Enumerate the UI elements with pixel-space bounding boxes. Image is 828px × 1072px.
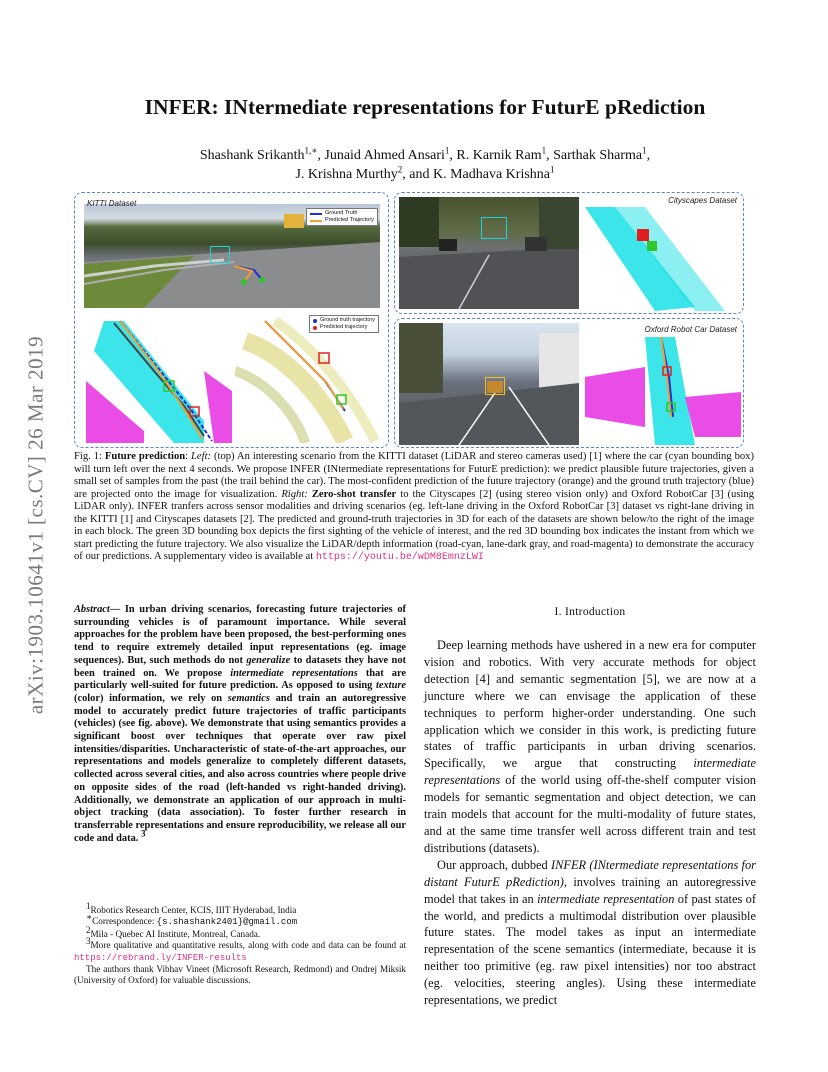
author-affiliation: 1	[642, 145, 647, 156]
intro-text: Our approach, dubbed	[437, 857, 552, 872]
footnote-text: Robotics Research Center, KCIS, IIIT Hyderabad, India	[90, 905, 297, 915]
abstract-text: that are particularly well-suited for future prediction. As opposed to using	[74, 667, 406, 692]
author-list	[70, 146, 780, 184]
author-separator: ,	[317, 148, 325, 163]
oxford-target-bounding-box	[485, 377, 505, 395]
arxiv-identifier	[16, 265, 56, 785]
footnote-acknowledgements: The authors thank Vibhav Vineet (Microsoft Research, Redmond) and Ondrej Miksik (University of Oxford) for valuable discussions.	[74, 964, 406, 986]
author-name: K. Madhava Krishna	[432, 167, 551, 182]
cityscapes-scene-drawing	[399, 197, 579, 309]
intro-paragraph-1	[424, 637, 756, 857]
author-affiliation: 2	[397, 164, 403, 175]
abstract-text: (color) information, we rely on	[74, 692, 228, 704]
footnote-results	[74, 936, 406, 964]
footnote-correspondence	[74, 912, 406, 928]
oxford-bev-view	[585, 337, 741, 445]
cityscapes-bev-drawing	[585, 207, 741, 311]
oxford-panel	[394, 318, 744, 448]
author-affiliation: 1,∗	[304, 145, 318, 156]
footnote-text: More qualitative and quantitative results, along with code and data can be found at	[90, 940, 406, 951]
cityscapes-target-bounding-box	[481, 217, 507, 239]
legend-label: Ground truth trajectory	[320, 317, 376, 323]
cityscapes-bev-view	[585, 207, 741, 311]
legend-label: Predicted Trajectory	[325, 217, 374, 223]
author-name: Sarthak Sharma	[553, 148, 643, 163]
oxford-panel-label: Oxford Robot Car Dataset	[644, 325, 737, 334]
caption-bold-zero-shot: Zero-shot transfer	[307, 488, 397, 500]
abstract-emphasis: generalize	[246, 654, 291, 666]
intro-emphasis: INFER (INtermediate representations for distant FuturE pRediction)	[424, 857, 757, 889]
kitti-panel-label: KITTI Dataset	[87, 199, 137, 208]
footnote-mark: ∗	[86, 912, 93, 923]
paper-title: INFER: INtermediate representations for FuturE pRediction	[144, 95, 706, 119]
caption-bold-title: Future prediction	[104, 451, 186, 462]
intro-emphasis: intermediate representation	[537, 891, 675, 906]
kitti-pointcloud-view	[235, 311, 383, 443]
legend-row-ground-truth	[310, 210, 374, 217]
kitti-panel	[74, 192, 389, 448]
footnote-affiliation-2	[74, 924, 406, 940]
caption-text: (top) An interesting scenario from the KITTI dataset (LiDAR and stereo cameras used) [1] where the car (cyan bounding box) will turn left over the next 4 seconds. We propose INFER (INtermediate representations for FuturE prediction): we predict plausible future trajectories, given a small set of samples from the past (the trail behind the car). The most-confident prediction of the future trajectory (orange) and the ground truth trajectory (blue) are projected onto the image for visualization.	[74, 451, 754, 500]
author-name: R. Karnik Ram	[456, 148, 542, 163]
abstract-emphasis: intermediate representations	[230, 667, 358, 679]
kitti-target-bounding-box	[210, 246, 230, 263]
author-separator: , and	[402, 167, 433, 182]
kitti-bev-legend	[309, 315, 379, 333]
caption-text: to the Cityscapes [2] (using stereo vision only) and Oxford RobotCar [3] (using LiDAR only). INFER tranfers across sensor modalities and driving scenarios (eg. left-lane driving in the Oxford RobotCar [3] dataset vs right-lane driving in the KITTI [1] and Cityscapes datasets [2]. The predicted and ground-truth trajectories in 3D for each of the datasets are shown below/to the right of the image in each block. The green 3D bounding box depicts the first sighting of the vehicle of interest, and the red 3D bounding box indicates the instant from which we start predicting the future trajectory. We also visualize the LiDAR/depth information (road-cyan, lane-dark gray, and road-magenta) to demonstrate the accuracy of our predictions. A supplementary video is available at	[74, 488, 754, 562]
footnote-text: Mila - Quebec AI Institute, Montreal, Canada.	[90, 928, 261, 939]
footnote-mark: 1	[86, 900, 91, 911]
figure-1	[74, 192, 744, 448]
footnote-text: Correspondence:	[92, 916, 157, 927]
abstract-emphasis: texture	[375, 680, 406, 692]
author-name: Shashank Srikanth	[199, 148, 305, 163]
footnote-mark: 2	[86, 924, 91, 935]
author-affiliation: 1	[550, 164, 555, 175]
legend-row-ground-truth	[313, 317, 375, 324]
cityscapes-panel	[394, 192, 744, 314]
abstract-heading: Abstract	[74, 604, 110, 615]
abstract-dash: —	[109, 604, 125, 615]
author-affiliation: 1	[444, 145, 450, 156]
author-line-2	[70, 165, 780, 184]
results-link[interactable]: https://rebrand.ly/INFER-results	[74, 952, 247, 963]
supplementary-video-link[interactable]: https://youtu.be/wDM8EmnzLWI	[315, 552, 484, 563]
intro-text: of past states of the world, and predicts a multimodal distribution over plausible future states. The model takes as input an intermediate representation of the scene semantics (intermediate, because it is neither too primitive (eg. raw pixel intensities) nor too abstract (eg. velocities, steering angles). Using these intermediate representations, we predict	[424, 891, 756, 1008]
cityscapes-panel-label: Cityscapes Dataset	[668, 196, 737, 205]
intro-text: Deep learning methods have ushered in a new era for computer vision and robotics. With very accurate methods for object detection [4] and semantic segmentation [5], we are now at a juncture where we can envisage the application of these techniques to perform higher-order understanding. One such application which we consider in this work, is predicting future states of traffic participants in urban driving scenarios. Specifically, we argue that constructing	[424, 638, 756, 771]
kitti-camera-legend	[306, 208, 378, 226]
legend-row-predicted	[313, 324, 375, 331]
author-line-1	[70, 146, 780, 165]
legend-label: Predicted trajectory	[320, 324, 368, 330]
legend-row-predicted	[310, 217, 374, 224]
footnotes	[74, 900, 406, 987]
figure-caption	[74, 451, 754, 565]
intro-emphasis: intermediate representations	[424, 756, 756, 788]
intro-text: of the world using off-the-shelf computer vision models for semantic segmentation and object detection, we can train models that account for the multi-modality of future states, and at the same time transfer well across different train and test distributions (datasets).	[424, 773, 756, 855]
abstract-emphasis: semantics	[227, 692, 270, 704]
author-name: J. Krishna Murthy	[295, 167, 398, 182]
oxford-bev-drawing	[585, 337, 741, 445]
kitti-bev-semantic-view	[84, 311, 232, 443]
intro-paragraph-2	[424, 857, 756, 1009]
footnote-mark: 3	[86, 936, 91, 947]
oxford-camera-image	[399, 323, 579, 445]
author-separator: ,	[449, 148, 457, 163]
caption-right-label: Right:	[281, 488, 308, 500]
abstract-text: In urban driving scenarios, forecasting future trajectories of surrounding vehicles is of paramount importance. While several approaches for the problem have been proposed, the best-performing ones tend to require extremely detailed input representations (eg. image sequences). But, such methods do not	[74, 604, 406, 666]
author-name: Junaid Ahmed Ansari	[324, 148, 445, 163]
legend-label: Ground Truth	[325, 210, 358, 216]
caption-text: :	[185, 451, 192, 462]
author-separator: ,	[546, 148, 554, 163]
author-separator: ,	[646, 148, 651, 163]
cityscapes-camera-image	[399, 197, 579, 309]
section-heading-introduction: I. Introduction	[554, 606, 626, 618]
arxiv-identifier-text: arXiv:1903.10641v1 [cs.CV] 26 Mar 2019	[23, 335, 48, 715]
introduction-body	[424, 637, 756, 1009]
abstract-text: to datasets they have not been trained on. We propose	[74, 654, 406, 679]
kitti-camera-image	[84, 204, 380, 308]
caption-left-label: Left:	[191, 451, 212, 462]
abstract-footnote-ref: 3	[140, 828, 146, 839]
correspondence-email[interactable]: {s.shashank2401}@gmail.com	[156, 917, 298, 928]
kitti-bev-drawing	[84, 311, 232, 443]
footnote-affiliation-1	[74, 900, 406, 916]
abstract-text: and train an autoregressive model to accurately predict future trajectories of traffic participants (vehicles) (see fig. above). We demonstrate that using semantics provides a significant boost over techniques that operate over raw pixel intensities/disparities. Uncharacteristic of state-of-the-art approaches, our representations and models generalize to completely different datasets, collected across several cities, and also across countries where people drive on opposite sides of the road (left-handed vs right-handed driving). Additionally, we demonstrate an application of our approach in multi-object tracking (data association). To foster further research in transferrable representations and ensure reproducibility, we release all our code and data.	[74, 692, 406, 844]
intro-text: , involves training an autoregressive model that takes in an	[424, 874, 756, 906]
caption-label: Fig. 1:	[74, 451, 105, 462]
author-affiliation: 1	[541, 145, 547, 156]
abstract	[74, 604, 406, 845]
